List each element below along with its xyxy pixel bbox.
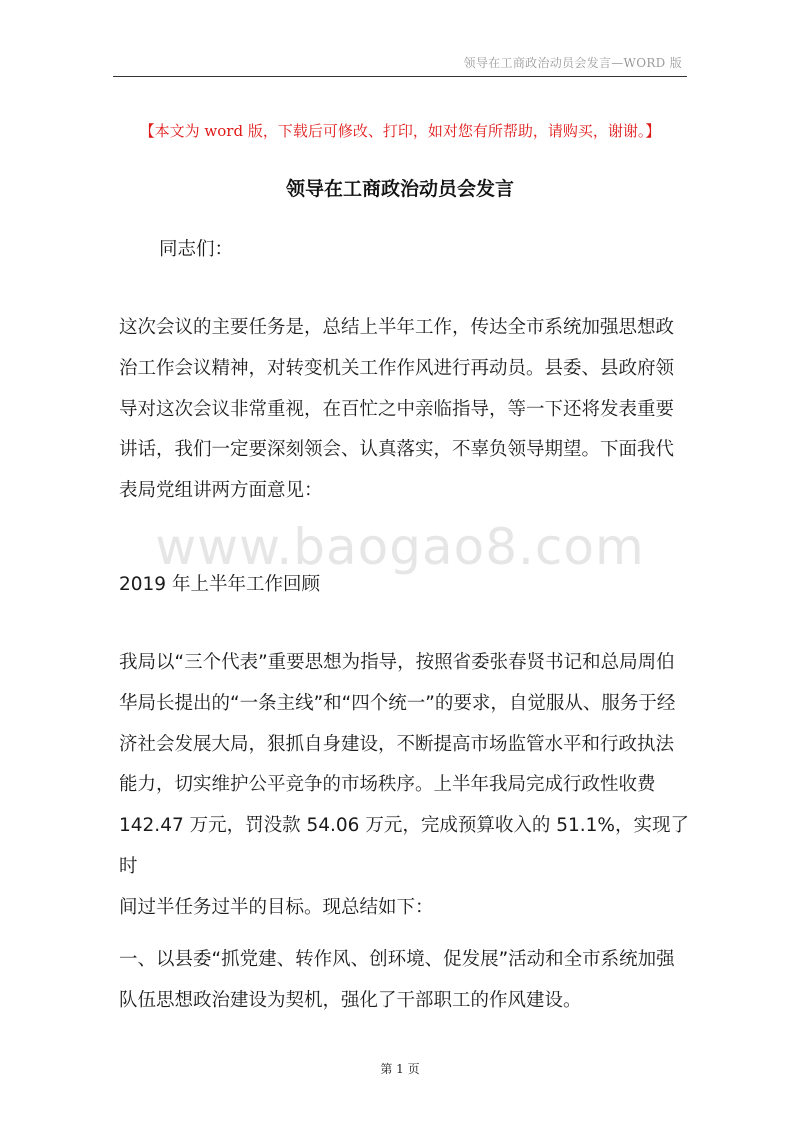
section-heading: 2019 年上半年工作回顾 (119, 574, 320, 595)
page-number: 第 1 页 (380, 1062, 420, 1076)
document-title: 领导在工商政治动员会发言 (285, 178, 514, 200)
paragraph-review: 我局以“三个代表”重要思想为指导，按照省委张春贤书记和总局周伯 华局长提出的“一条主线”和“四个统一”的要求，自觉服从、服务于经 济社会发展大局，狠抓自身建设，不断提高市场监管水平和行政执法 能力，切实维护公平竞争的市场秩序。上半年我局完成行政性收费 142.47 万元，罚没款 54.06 万元，完成预算收入的 51.1%，实现了时 间过半任务过半的目标。现总结如下： (119, 652, 689, 918)
header-divider (113, 76, 687, 77)
greeting: 同志们： (159, 239, 234, 260)
paragraph-point-one: 一、以县委“抓党建、转作风、创环境、促发展”活动和全市系统加强 队伍思想政治建设为契机，强化了干部职工的作风建设。 (119, 949, 675, 1011)
paragraph-intro: 这次会议的主要任务是，总结上半年工作，传达全市系统加强思想政 治工作会议精神，对转变机关工作作风进行再动员。县委、县政府领 导对这次会议非常重视，在百忙之中亲临指导，等一下还将发表重要 讲话，我们一定要深刻领会、认真落实，不辜负领导期望。下面我代 表局党组讲两方面意见： (119, 317, 675, 502)
purchase-notice: 【本文为 word 版，下载后可修改、打印，如对您有所帮助，请购买，谢谢。】 (139, 122, 661, 140)
watermark: www.baogao8.com (155, 518, 645, 576)
running-header: 领导在工商政治动员会发言—WORD 版 (463, 56, 682, 70)
